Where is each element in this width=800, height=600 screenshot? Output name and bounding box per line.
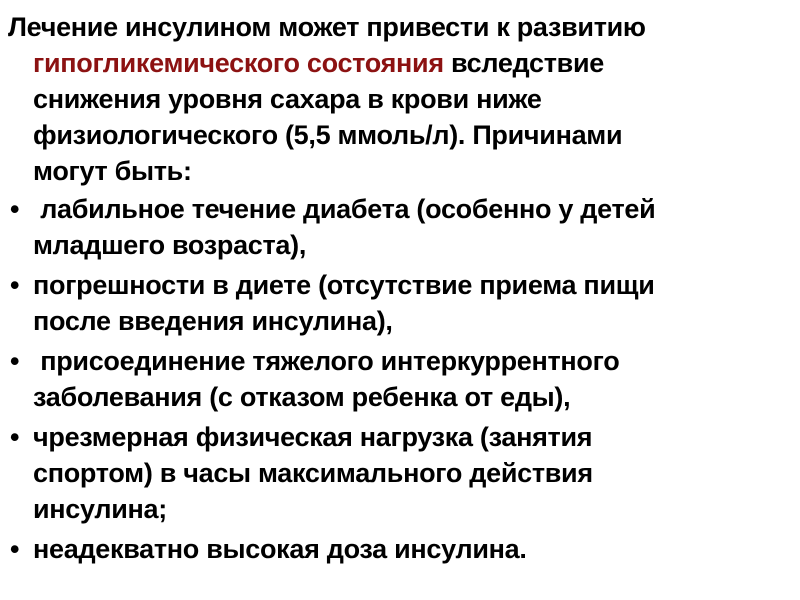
bullet-icon: •: [10, 194, 20, 224]
bullet-icon: •: [10, 422, 20, 452]
list-item: [0, 343, 713, 415]
causes-list: [0, 191, 800, 567]
list-item: [0, 267, 713, 339]
intro-text-start: Лечение инсулином может привести к развитию: [8, 12, 653, 42]
list-item: [0, 191, 713, 263]
bullet-icon: •: [10, 270, 20, 300]
intro-paragraph: [8, 9, 688, 189]
list-item: [0, 419, 713, 527]
intro-text-end: вследствие снижения уровня сахара в крови ниже физиологического (5,5 ммоль/л). Причинами могут быть:: [33, 48, 630, 186]
bullet-icon: •: [10, 534, 20, 564]
bullet-icon: •: [10, 346, 20, 376]
list-item-text: неадекватно высокая доза инсулина.: [33, 534, 527, 564]
list-item-text: присоединение тяжелого интеркуррентного заболевания (с отказом ребенка от еды),: [33, 346, 627, 412]
list-item-text: чрезмерная физическая нагрузка (занятия спортом) в часы максимального действия инсулина;: [33, 422, 601, 524]
list-item: [0, 531, 713, 567]
list-item-text: погрешности в диете (отсутствие приема пищи после введения инсулина),: [33, 270, 662, 336]
list-item-text: лабильное течение диабета (особенно у детей младшего возраста),: [33, 194, 663, 260]
intro-highlight-text: гипогликемического состояния: [33, 48, 444, 78]
